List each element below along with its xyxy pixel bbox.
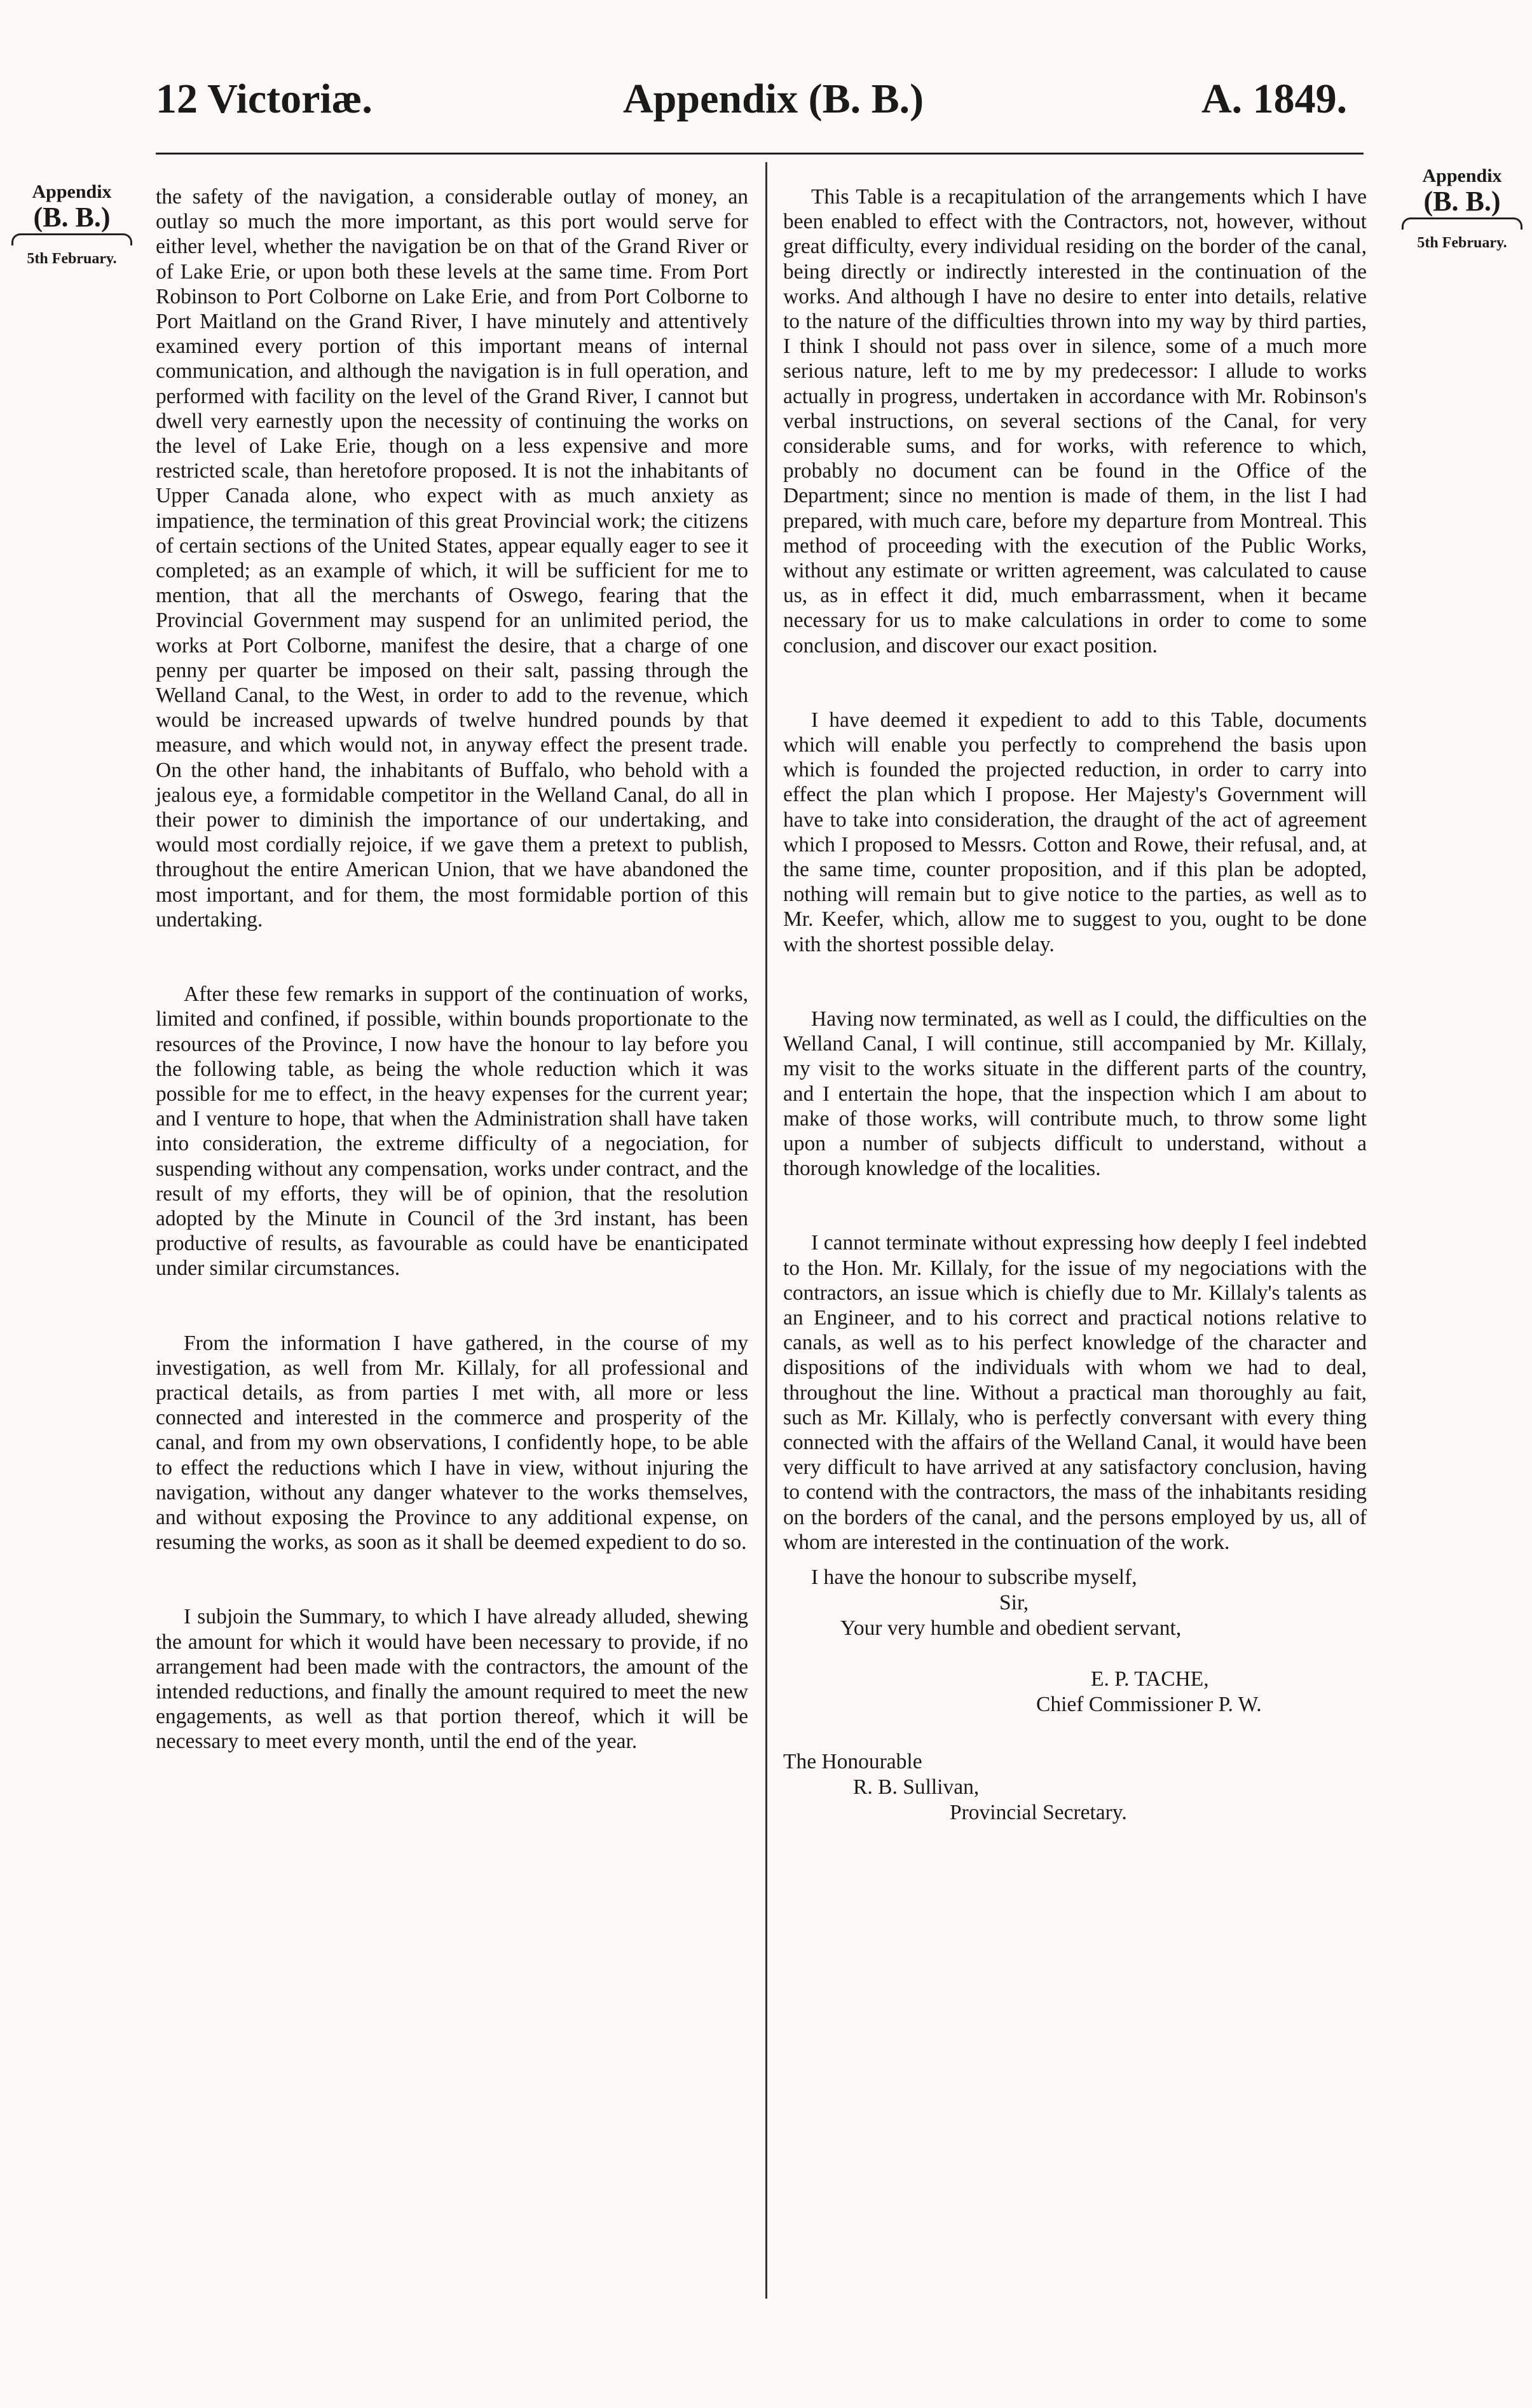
right-margin-note: [1395, 165, 1529, 252]
header-session: 12 Victoriæ.: [156, 76, 373, 122]
margin-date: 5th February.: [27, 251, 117, 267]
closing-line: Your very humble and obedient servant,: [840, 1616, 1182, 1640]
header-appendix-title: Appendix (B. B.): [623, 76, 924, 122]
header-year: A. 1849.: [1201, 76, 1348, 122]
margin-brace: [1395, 216, 1529, 234]
paragraph: This Table is a recapitulation of the arrangements which I have been enabled to effect with the Contractors, not, however, without great difficulty, every individual residing on the border of the canal, being directly or indirectly interested in the continuation of the works. And although I have no desire to enter into details, relative to the nature of the difficulties thrown into my way by third parties, I think I should not pass over in silence, some of a much more serious nature, left to me by my predecessor: I allude to works actually in progress, undertaken in accordance with Mr. Robinson's verbal instructions, on several sections of the Canal, for very considerable sums, and for works, with reference to which, probably no document can be found in the Office of the Department; since no mention is made of them, in the list I had prepared, with much care, before my departure from Montreal. This method of proceeding with the execution of the Public Works, without any estimate or written agreement, was calculated to cause us, as in effect it did, much embarrassment, when it became necessary for us to make calculations in order to come to some conclusion, and discover our exact position.: [783, 185, 1367, 657]
left-column: [156, 184, 748, 1765]
margin-appendix-label: Appendix: [1422, 165, 1502, 186]
paragraph: After these few remarks in support of the continuation of works, limited and confined, if possible, within bounds proportionate to the resources of the Province, I now have the honour to lay before you the following table, as being the whole reduction which it was possible for me to effect, in the heavy expenses for the current year; and I venture to hope, that when the Administration shall have taken into consideration, the extreme difficulty of a negociation, for suspending without any compensation, works under contract, and the result of my efforts, they will be of opinion, that the resolution adopted by the Minute in Council of the 3rd instant, has been productive of results, as favourable as could have be enanticipated under similar circumstances.: [156, 982, 748, 1281]
margin-appendix-code: (B. B.): [33, 202, 111, 233]
column-divider: [765, 162, 767, 2299]
margin-date: 5th February.: [1417, 235, 1507, 251]
paragraph: Having now terminated, as well as I could, the difficulties on the Welland Canal, I will continue, still accompanied by Mr. Killaly, my visit to the works situate in the different parts of the country, and I entertain the hope, that the inspection which I am about to make of those works, will contribute much, to throw some light upon a number of subjects difficult to understand, without a thorough knowledge of the localities.: [783, 1007, 1367, 1181]
signer-title: Chief Commissioner P. W.: [1036, 1692, 1262, 1716]
right-column: [783, 184, 1367, 1826]
salutation: Sir,: [999, 1590, 1029, 1614]
paragraph: I cannot terminate without expressing how deeply I feel indebted to the Hon. Mr. Killaly, for the issue of my negociations with the contractors, an issue which is chiefly due to Mr. Killaly's talents as an Engineer, and to his correct and practical notions relative to canals, as well as to his perfect knowledge of the character and dispositions of the individuals with whom we had to deal, throughout the line. Without a practical man thoroughly au fait, such as Mr. Killaly, who is perfectly conversant with every thing connected with the affairs of the Welland Canal, it would have been very difficult to have arrived at any satisfactory conclusion, having to contend with the contractors, the mass of the inhabitants residing on the borders of the canal, and the persons employed by us, all of whom are interested in the continuation of the work.: [783, 1231, 1367, 1554]
margin-appendix-code: (B. B.): [1423, 186, 1501, 217]
addressee-name: R. B. Sullivan,: [853, 1775, 980, 1799]
header-rule: [156, 153, 1364, 155]
paragraph: From the information I have gathered, in the course of my investigation, as well from Mr. Killaly, for all professional and practical details, as from parties I met with, all more or less connected and interested in the commerce and prosperity of the canal, and from my own observations, I confidently hope, to be able to effect the reductions which I have in view, without injuring the navigation, without any danger whatever to the works themselves, and without exposing the Province to any additional expense, on resuming the works, as soon as it shall be deemed expedient to do so.: [156, 1331, 748, 1555]
paragraph: I subjoin the Summary, to which I have already alluded, shewing the amount for which it would have been necessary to provide, if no arrangement had been made with the contractors, the amount of the intended reductions, and finally the amount required to meet the new engagements, as well as that portion thereof, which it will be necessary to meet every month, until the end of the year.: [156, 1605, 748, 1754]
paragraph: the safety of the navigation, a considerable outlay of money, an outlay so much the more important, as this port would serve for either level, whether the navigation be on that of the Grand River or of Lake Erie, or upon both these levels at the same time. From Port Robinson to Port Colborne on Lake Erie, and from Port Colborne to Port Maitland on the Grand River, I have minutely and attentively examined every portion of this important means of internal communication, and although the navigation is in full operation, and performed with facility on the level of the Grand River, I cannot but dwell very earnestly upon the necessity of continuing the works on the level of Lake Erie, though on a less expensive and more restricted scale, than heretofore proposed. It is not the inhabitants of Upper Canada alone, who expect with as much anxiety as impatience, the termination of this great Provincial work; the citizens of certain sections of the United States, appear equally eager to see it completed; as an example of which, it will be sufficient for me to mention, that all the merchants of Oswego, fearing that the Provincial Government may suspend for an unlimited period, the works at Port Colborne, manifest the desire, that a charge of one penny per quarter be imposed on their salt, passing through the Welland Canal, to the West, in order to add to the revenue, which would be increased upwards of twelve hundred pounds by that measure, and which would not, in anyway effect the present trade. On the other hand, the inhabitants of Buffalo, who behold with a jealous eye, a formidable competitor in the Welland Canal, do all in their power to diminish the importance of our undertaking, and would most cordially rejoice, if we gave them a pretext to publish, throughout the entire American Union, that we have abandoned the most important, and for them, the most formidable portion of this undertaking.: [156, 185, 748, 932]
paragraph: I have deemed it expedient to add to this Table, documents which will enable you perfectly to comprehend the basis upon which is founded the projected reduction, in order to carry into effect the plan which I propose. Her Majesty's Government will have to take into consideration, the draught of the act of agreement which I proposed to Messrs. Cotton and Rowe, their refusal, and, at the same time, counter proposition, and if this plan be adopted, nothing will remain but to give notice to the parties, as well as to Mr. Keefer, which, allow me to suggest to you, ought to be done with the shortest possible delay.: [783, 708, 1367, 956]
closing-block: [783, 1565, 1367, 1826]
addressee-title: Provincial Secretary.: [950, 1800, 1127, 1824]
left-margin-note: [5, 181, 139, 268]
margin-appendix-label: Appendix: [32, 181, 112, 202]
addressee-line: The Honourable: [783, 1749, 922, 1773]
signer-name: E. P. TACHE,: [1091, 1667, 1209, 1691]
page-header: [0, 75, 1532, 132]
closing-line: I have the honour to subscribe myself,: [811, 1565, 1137, 1589]
margin-brace: [5, 232, 139, 250]
